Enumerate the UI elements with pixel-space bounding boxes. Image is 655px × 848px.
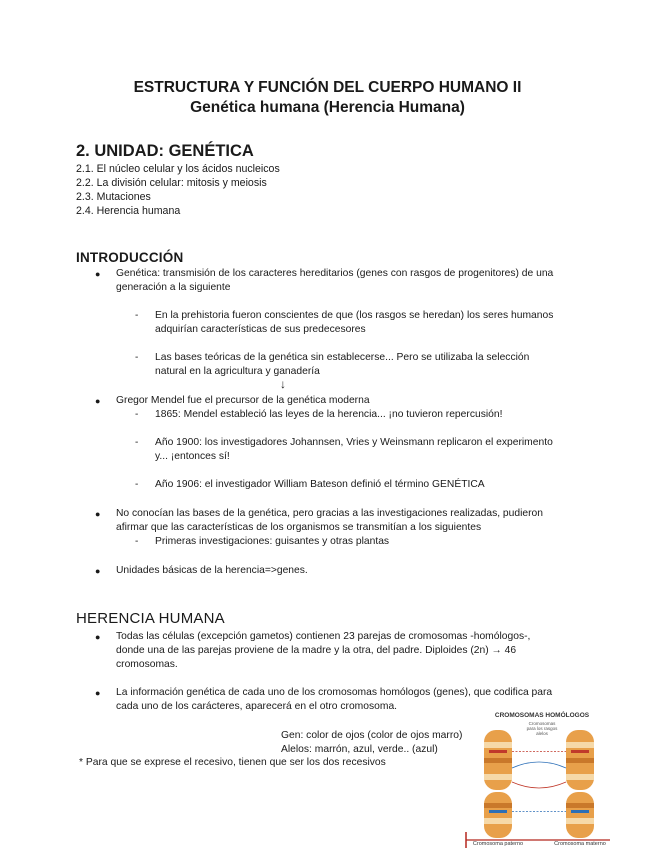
maternal-chromosome	[566, 730, 594, 838]
bullet-dot: ●	[95, 632, 101, 642]
document-subtitle: Genética humana (Herencia Humana)	[190, 99, 465, 116]
homologous-chromosomes-figure	[462, 708, 612, 848]
unit-heading: 2. UNIDAD: GENÉTICA	[76, 142, 254, 160]
dash-marker: -	[135, 479, 139, 490]
figure-subtitle-line: para los rasgos	[526, 726, 558, 731]
herencia-bullet-text: La información genética de cada uno de los cromosomas homólogos (genes), que codifica para	[116, 687, 553, 698]
recessive-note: * Para que se exprese el recesivo, tienen que ser los dos recesivos	[79, 757, 386, 768]
herencia-bullet-text: cromosomas.	[116, 659, 178, 670]
bullet-dot: ●	[95, 396, 101, 406]
intro-sub-text: Las bases teóricas de la genética sin establecerse... Pero se utilizaba la selección	[155, 352, 530, 363]
alelos-definition: Alelos: marrón, azul, verde.. (azul)	[281, 744, 438, 755]
bullet-dot: ●	[95, 269, 101, 279]
dash-marker: -	[135, 409, 139, 420]
bullet-dot: ●	[95, 509, 101, 519]
gen-definition: Gen: color de ojos (color de ojos marro)	[281, 730, 463, 741]
intro-bullet-text: No conocían las bases de la genética, pero gracias a las investigaciones realizadas, pudieron	[116, 508, 544, 519]
document-title: ESTRUCTURA Y FUNCIÓN DEL CUERPO HUMANO II	[133, 79, 522, 96]
label-paternal: Cromosoma paterno	[472, 841, 524, 847]
bullet-dot: ●	[95, 688, 101, 698]
intro-sub-text: Año 1906: el investigador William Bateson definió el término GENÉTICA	[155, 479, 485, 490]
intro-sub-text: 1865: Mendel estableció las leyes de la herencia... ¡no tuvieron repercusión!	[155, 409, 503, 420]
herencia-bullet-text: cada uno de los carácteres, aparecerá en el otro cromosoma.	[116, 701, 398, 712]
figure-title: CROMOSOMAS HOMÓLOGOS	[494, 712, 590, 719]
intro-sub-text: En la prehistoria fueron conscientes de que (los rasgos se heredan) los seres humanos	[155, 310, 554, 321]
intro-sub-text: Primeras investigaciones: guisantes y otras plantas	[155, 536, 390, 547]
herencia-bullet-text: Todas las células (excepción gametos) contienen 23 parejas de cromosomas -homólogos-,	[116, 631, 531, 642]
intro-sub-text: Año 1900: los investigadores Johannsen, Vries y Weinsmann replicaron el experimento	[155, 437, 553, 448]
intro-bullet-text: Gregor Mendel fue el precursor de la genética moderna	[116, 395, 370, 406]
intro-sub-text: adquirían características de sus predecesores	[155, 324, 366, 335]
unit-item: 2.2. La división celular: mitosis y meiosis	[76, 177, 267, 189]
intro-sub-text: natural en la agricultura y ganadería	[155, 366, 320, 377]
intro-sub-text: y... ¡entonces sí!	[155, 451, 230, 462]
label-maternal: Cromosoma materno	[554, 841, 606, 847]
herencia-heading: HERENCIA HUMANA	[76, 610, 225, 627]
allele-link	[512, 782, 566, 788]
intro-bullet-text: Genética: transmisión de los caracteres hereditarios (genes con rasgos de progenitores) de una	[116, 268, 554, 279]
dash-marker: -	[135, 352, 139, 363]
intro-heading: INTRODUCCIÓN	[76, 250, 184, 265]
intro-bullet-text: afirmar que las características de los organismos se transmitían a los siguientes	[116, 522, 482, 533]
unit-item: 2.3. Mutaciones	[76, 191, 151, 203]
unit-item: 2.1. El núcleo celular y los ácidos nucleicos	[76, 163, 280, 175]
allele-link	[512, 762, 566, 768]
bullet-dot: ●	[95, 566, 101, 576]
dash-marker: -	[135, 536, 139, 547]
dash-marker: -	[135, 437, 139, 448]
intro-bullet-text: generación a la siguiente	[116, 282, 231, 293]
herencia-bullet-text: donde una de las parejas proviene de la madre y la otra, del padre. Diploides (2n) → 46	[116, 645, 517, 656]
unit-item: 2.4. Herencia humana	[76, 205, 181, 217]
paternal-chromosome	[484, 730, 512, 838]
figure-subtitle-line: alelos	[536, 731, 548, 736]
figure-subtitle-line: Cromosomas	[528, 721, 556, 726]
dash-marker: -	[135, 310, 139, 321]
intro-bullet-text: Unidades básicas de la herencia=>genes.	[116, 565, 308, 576]
down-arrow-icon: ↓	[280, 377, 286, 391]
